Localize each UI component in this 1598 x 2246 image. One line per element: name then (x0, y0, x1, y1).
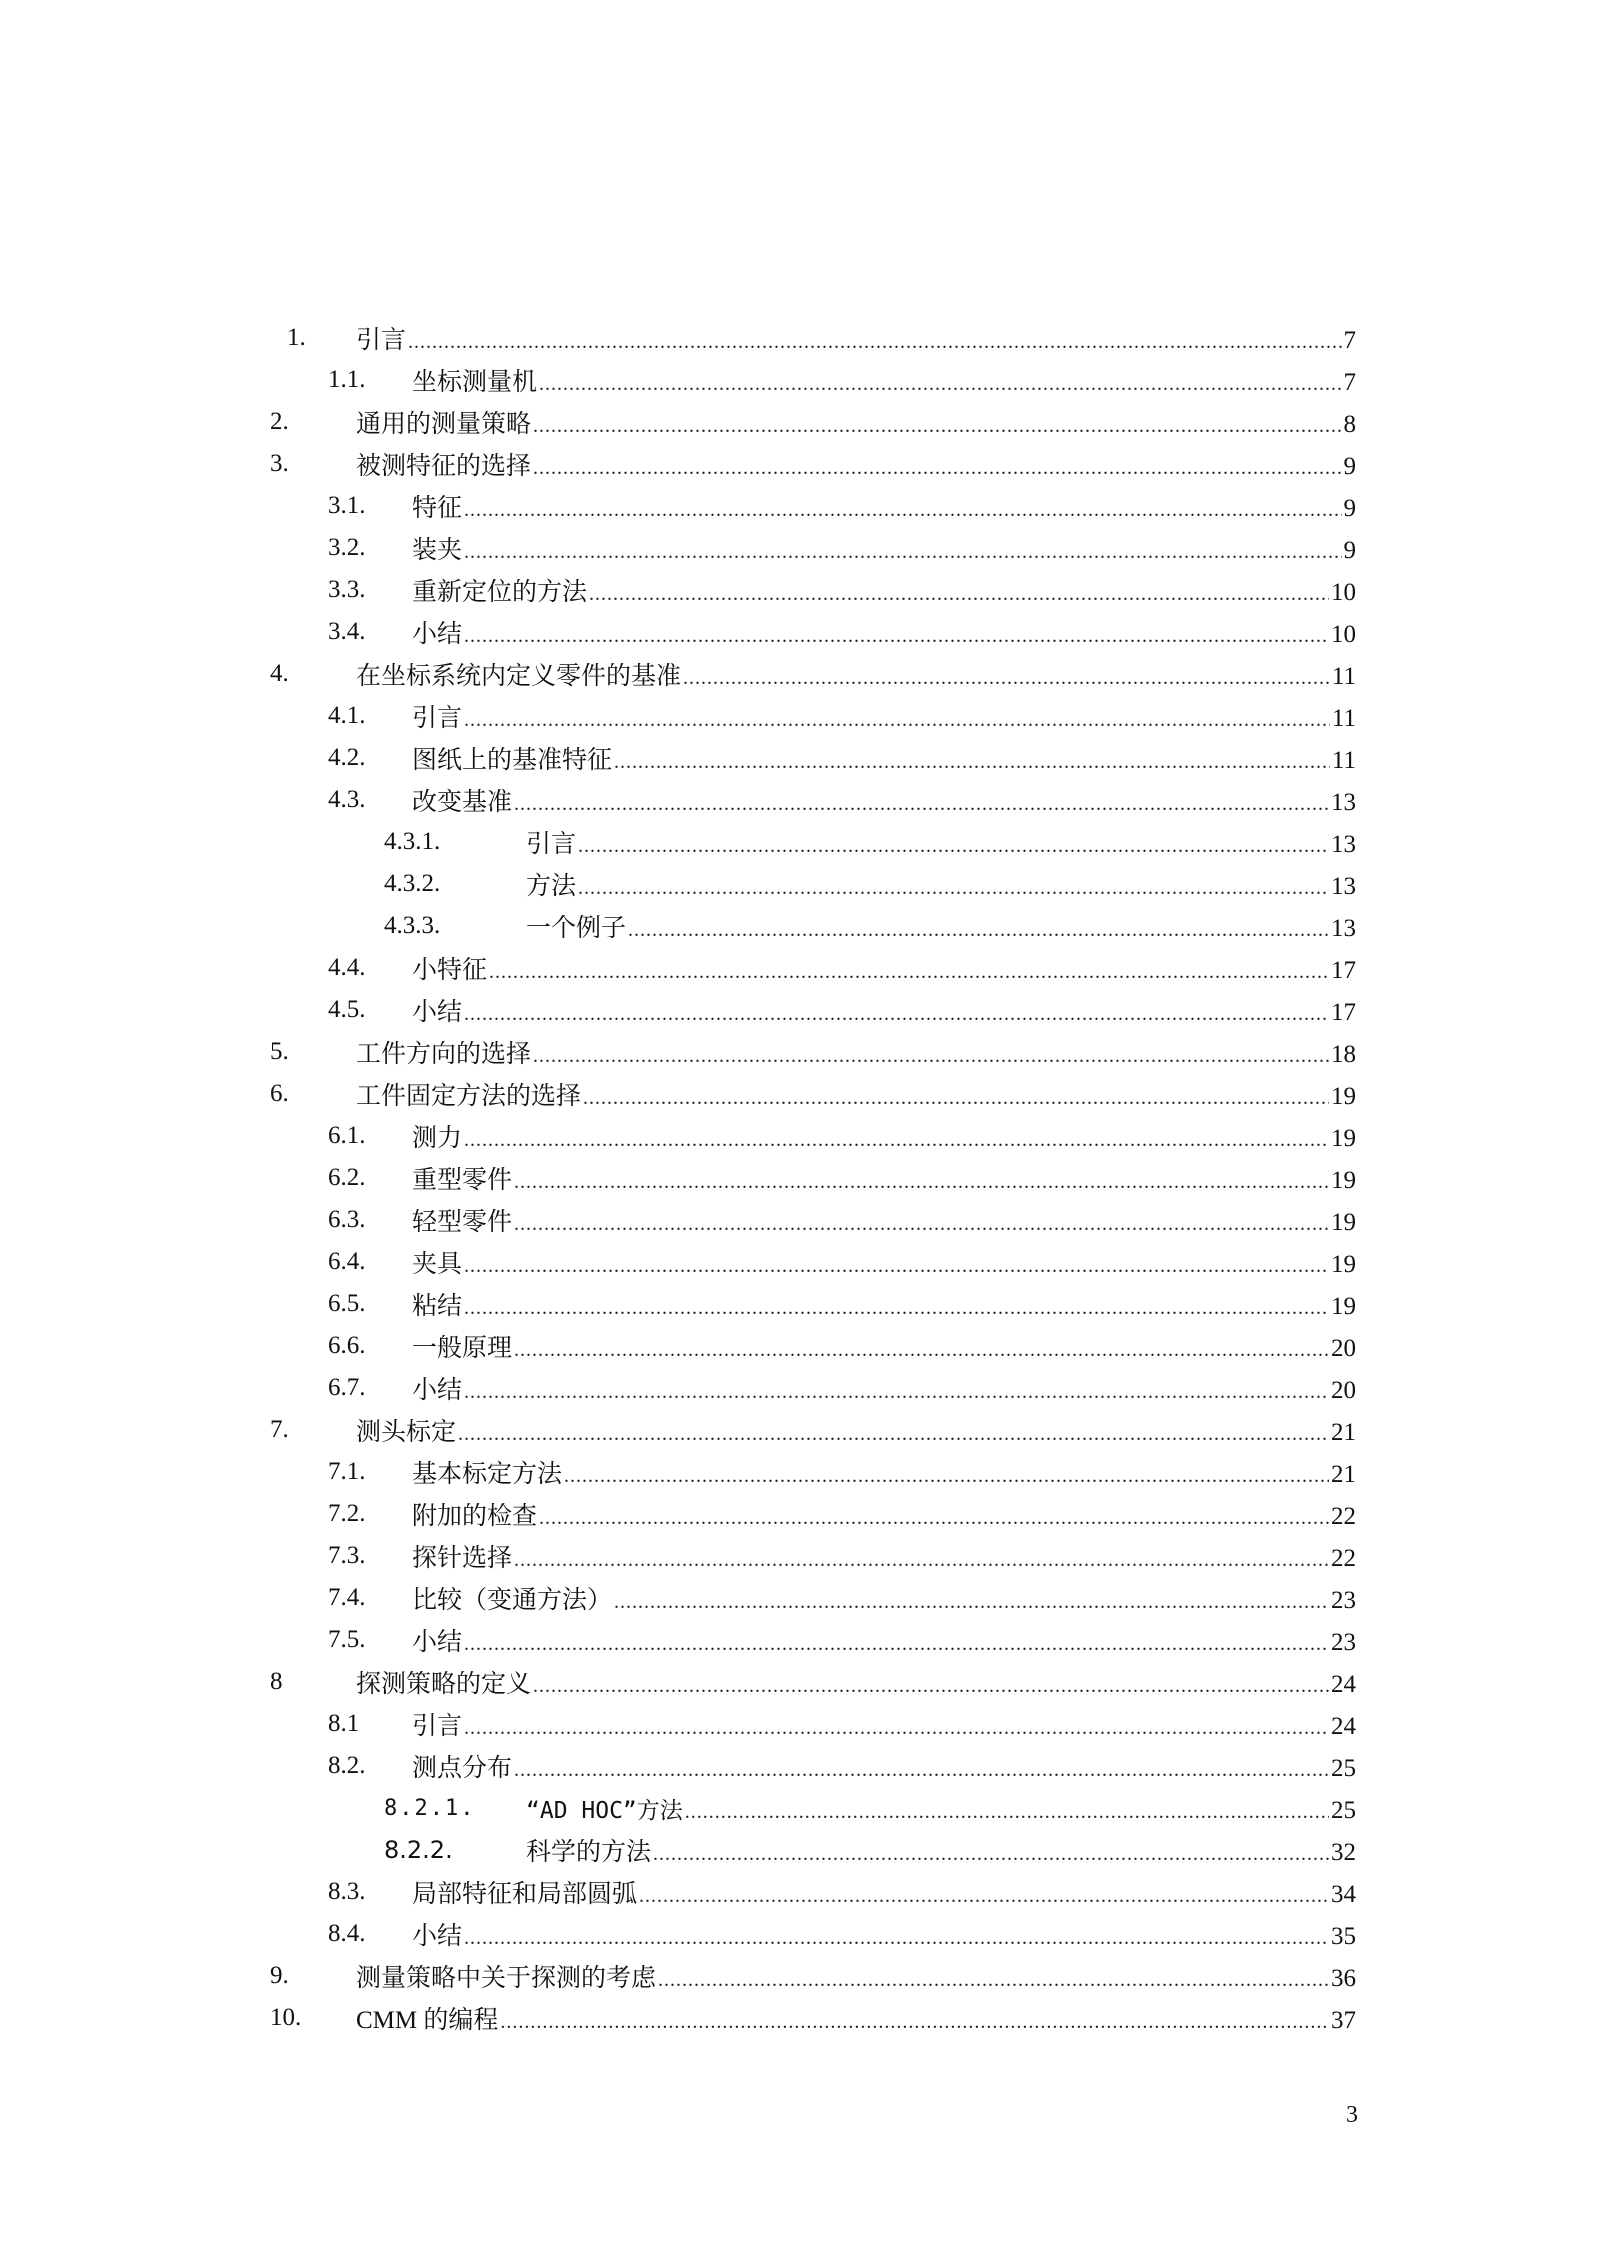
toc-entry[interactable] (0, 569, 1598, 611)
toc-entry-number: 3. (270, 450, 289, 477)
toc-entry-page: 34 (1331, 1881, 1356, 1908)
dot-leader (514, 1213, 1329, 1236)
toc-entry-page: 23 (1331, 1587, 1356, 1614)
toc-entry-number: 4.3.1. (384, 828, 441, 855)
toc-entry-page: 17 (1331, 957, 1356, 984)
dot-leader (464, 1927, 1329, 1950)
toc-entry-title: 小结 (412, 1375, 463, 1404)
toc-entry-line (356, 446, 1356, 482)
toc-entry-line (412, 1580, 1356, 1616)
toc-entry-page: 19 (1331, 1083, 1356, 1110)
toc-entry-number: 2. (270, 408, 289, 435)
dot-leader (489, 961, 1329, 984)
toc-entry-page: 7 (1343, 327, 1356, 354)
toc-entry-line (356, 1958, 1356, 1994)
toc-entry-number: 1. (287, 324, 306, 351)
toc-entry-number: 6. (270, 1080, 289, 1107)
dot-leader (464, 1717, 1329, 1740)
toc-entry-number: 7.3. (328, 1542, 366, 1569)
toc-entry[interactable] (0, 905, 1598, 947)
toc-entry-title: 被测特征的选择 (356, 451, 532, 480)
toc-entry-number: 7.2. (328, 1500, 366, 1527)
toc-entry-page: 35 (1331, 1923, 1356, 1950)
toc-entry-title: 探测策略的定义 (356, 1669, 532, 1698)
toc-entry-title: 小结 (412, 1921, 463, 1950)
dot-leader (658, 1969, 1329, 1992)
toc-entry-number: 6.6. (328, 1332, 366, 1359)
toc-entry-number: 6.7. (328, 1374, 366, 1401)
toc-entry-title: 图纸上的基准特征 (412, 745, 613, 774)
toc-entry-page: 18 (1331, 1041, 1356, 1068)
toc-entry-title: 测点分布 (412, 1753, 513, 1782)
toc-entry-page: 11 (1331, 663, 1356, 690)
dot-leader (464, 1003, 1329, 1026)
dot-leader (583, 1087, 1329, 1110)
dot-leader (500, 2011, 1329, 2034)
toc-entry-title: 一个例子 (526, 913, 627, 942)
toc-entry[interactable] (0, 737, 1598, 779)
toc-entry-line (412, 530, 1356, 566)
toc-entry[interactable] (0, 443, 1598, 485)
toc-entry-page: 20 (1331, 1377, 1356, 1404)
toc-entry-number: 4.3.2. (384, 870, 441, 897)
toc-entry-line (412, 1706, 1356, 1742)
toc-entry[interactable] (0, 485, 1598, 527)
toc-entry-title: 小结 (412, 619, 463, 648)
toc-entry-page: 21 (1331, 1461, 1356, 1488)
toc-entry-line (356, 1034, 1356, 1070)
toc-entry-line (412, 1244, 1356, 1280)
dot-leader (653, 1843, 1329, 1866)
toc-entry-page: 23 (1331, 1629, 1356, 1656)
toc-entry-number: 9. (270, 1962, 289, 1989)
toc-entry-title: 测力 (412, 1123, 463, 1152)
toc-entry-number: 3.1. (328, 492, 366, 519)
toc-entry-line (356, 404, 1356, 440)
toc-entry-line (412, 572, 1356, 608)
toc-entry[interactable] (0, 1661, 1598, 1703)
dot-leader (464, 1297, 1329, 1320)
toc-entry-page: 9 (1343, 495, 1356, 522)
toc-entry-number: 3.2. (328, 534, 366, 561)
toc-entry-page: 19 (1331, 1209, 1356, 1236)
toc-entry-line (412, 1286, 1356, 1322)
toc-entry-title: 局部特征和局部圆弧 (412, 1879, 638, 1908)
toc-entry[interactable] (0, 1157, 1598, 1199)
toc-entry-page: 7 (1343, 369, 1356, 396)
toc-entry-number: 6.4. (328, 1248, 366, 1275)
toc-entry-page: 11 (1331, 747, 1356, 774)
toc-entry-line (356, 320, 1356, 356)
toc-entry-number: 3.3. (328, 576, 366, 603)
dot-leader (464, 1633, 1329, 1656)
toc-entry-page: 36 (1331, 1965, 1356, 1992)
toc-entry-page: 10 (1331, 579, 1356, 606)
dot-leader (589, 583, 1329, 606)
toc-entry[interactable] (0, 1577, 1598, 1619)
toc-entry-line (412, 1202, 1356, 1238)
toc-entry[interactable] (0, 821, 1598, 863)
toc-entry-page: 37 (1331, 2007, 1356, 2034)
toc-entry[interactable] (0, 653, 1598, 695)
toc-entry-line (412, 614, 1356, 650)
toc-entry-number: 4.5. (328, 996, 366, 1023)
toc-entry-number: 8.4. (328, 1920, 366, 1947)
toc-entry-title: 引言 (412, 703, 463, 732)
toc-entry-title: 探针选择 (412, 1543, 513, 1572)
toc-entry[interactable] (0, 779, 1598, 821)
dot-leader (578, 835, 1329, 858)
toc-entry-line (356, 1664, 1356, 1700)
toc-entry-line (412, 1622, 1356, 1658)
toc-entry[interactable] (0, 527, 1598, 569)
toc-entry-number: 8.2.1. (384, 1795, 476, 1821)
table-of-contents (0, 317, 1598, 2039)
toc-entry-line (412, 1328, 1356, 1364)
toc-entry-number: 8.2.2. (384, 1836, 453, 1864)
toc-entry-title: 基本标定方法 (412, 1459, 563, 1488)
toc-entry[interactable] (0, 989, 1598, 1031)
toc-entry-page: 8 (1343, 411, 1356, 438)
dot-leader (578, 877, 1329, 900)
toc-entry[interactable] (0, 695, 1598, 737)
toc-entry-number: 6.5. (328, 1290, 366, 1317)
toc-entry[interactable] (0, 317, 1598, 359)
toc-entry[interactable] (0, 1409, 1598, 1451)
toc-entry-line (412, 362, 1356, 398)
dot-leader (514, 1171, 1329, 1194)
toc-entry-line (412, 1160, 1356, 1196)
dot-leader (464, 709, 1330, 732)
toc-entry-page: 19 (1331, 1293, 1356, 1320)
dot-leader (464, 499, 1341, 522)
toc-entry-number: 4.1. (328, 702, 366, 729)
dot-leader (628, 919, 1329, 942)
toc-entry-page: 24 (1331, 1713, 1356, 1740)
toc-entry-number: 3.4. (328, 618, 366, 645)
toc-entry-title: CMM 的编程 (356, 2007, 499, 2034)
toc-entry-title: 工件方向的选择 (356, 1039, 532, 1068)
dot-leader (564, 1465, 1329, 1488)
toc-entry[interactable] (0, 863, 1598, 905)
toc-entry[interactable] (0, 1955, 1598, 1997)
dot-leader (514, 1339, 1329, 1362)
dot-leader (514, 793, 1329, 816)
toc-entry-number: 8.2. (328, 1752, 366, 1779)
toc-entry-title: 装夹 (412, 535, 463, 564)
toc-entry-line (412, 1916, 1356, 1952)
dot-leader (685, 1801, 1329, 1824)
toc-entry-number: 6.3. (328, 1206, 366, 1233)
toc-entry[interactable] (0, 1871, 1598, 1913)
dot-leader (533, 415, 1341, 438)
toc-entry-page: 13 (1331, 831, 1356, 858)
toc-entry[interactable] (0, 1619, 1598, 1661)
toc-entry-line (356, 656, 1356, 692)
dot-leader (464, 1381, 1329, 1404)
toc-entry-title: 在坐标系统内定义零件的基准 (356, 661, 682, 690)
toc-entry-page: 9 (1343, 537, 1356, 564)
toc-entry-number: 7.4. (328, 1584, 366, 1611)
toc-entry-page: 20 (1331, 1335, 1356, 1362)
toc-entry-line (526, 866, 1356, 902)
toc-entry-line (412, 1454, 1356, 1490)
toc-entry-page: 19 (1331, 1251, 1356, 1278)
toc-entry-title: 测头标定 (356, 1417, 457, 1446)
toc-entry-title: 轻型零件 (412, 1207, 513, 1236)
toc-entry-line (412, 698, 1356, 734)
toc-entry[interactable] (0, 1325, 1598, 1367)
toc-entry-title: 坐标测量机 (412, 367, 538, 396)
toc-entry[interactable] (0, 1451, 1598, 1493)
toc-entry-title: 附加的检查 (412, 1501, 538, 1530)
toc-entry-number: 4. (270, 660, 289, 687)
toc-entry[interactable] (0, 1913, 1598, 1955)
toc-entry-page: 10 (1331, 621, 1356, 648)
toc-entry-title: 重新定位的方法 (412, 577, 588, 606)
toc-entry-line (412, 1118, 1356, 1154)
toc-entry-title: 科学的方法 (526, 1837, 652, 1866)
toc-entry-title: 通用的测量策略 (356, 409, 532, 438)
toc-entry[interactable] (0, 1031, 1598, 1073)
toc-entry-number: 6.2. (328, 1164, 366, 1191)
toc-entry-title: 夹具 (412, 1249, 463, 1278)
toc-entry-number: 7.1. (328, 1458, 366, 1485)
toc-entry-page: 19 (1331, 1167, 1356, 1194)
page-number: 3 (1346, 2102, 1358, 2128)
toc-entry-page: 13 (1331, 789, 1356, 816)
toc-entry-number: 8.1 (328, 1710, 360, 1737)
dot-leader (539, 373, 1341, 396)
toc-entry[interactable] (0, 1493, 1598, 1535)
dot-leader (614, 1591, 1329, 1614)
toc-entry-title: 引言 (526, 829, 577, 858)
toc-entry[interactable] (0, 1829, 1598, 1871)
toc-entry-line (526, 1792, 1356, 1825)
toc-entry-page: 11 (1331, 705, 1356, 732)
toc-entry-title: 特征 (412, 493, 463, 522)
toc-entry-title: 小结 (412, 997, 463, 1026)
toc-entry-title: 改变基准 (412, 787, 513, 816)
dot-leader (408, 331, 1341, 354)
toc-entry-number: 5. (270, 1038, 289, 1065)
toc-entry[interactable] (0, 1787, 1598, 1829)
toc-entry-line (412, 488, 1356, 524)
toc-entry-line (412, 1874, 1356, 1910)
toc-entry-title: 引言 (356, 325, 407, 354)
dot-leader (614, 751, 1330, 774)
toc-entry[interactable] (0, 1283, 1598, 1325)
toc-entry-number: 1.1. (328, 366, 366, 393)
toc-entry-title: 粘结 (412, 1291, 463, 1320)
toc-entry-line (526, 908, 1356, 944)
toc-entry-page: 9 (1343, 453, 1356, 480)
toc-entry[interactable] (0, 1997, 1598, 2039)
toc-entry-number: 4.3. (328, 786, 366, 813)
toc-entry-title: 比较（变通方法） (412, 1585, 613, 1614)
dot-leader (533, 457, 1341, 480)
toc-entry-number: 7. (270, 1416, 289, 1443)
toc-entry[interactable] (0, 1535, 1598, 1577)
toc-entry[interactable] (0, 1241, 1598, 1283)
toc-entry-number: 6.1. (328, 1122, 366, 1149)
toc-entry-page: 13 (1331, 915, 1356, 942)
toc-entry-title: 方法 (526, 871, 577, 900)
toc-entry[interactable] (0, 611, 1598, 653)
toc-entry-page: 19 (1331, 1125, 1356, 1152)
toc-entry-line (412, 1370, 1356, 1406)
toc-entry-page: 13 (1331, 873, 1356, 900)
toc-entry-title: 测量策略中关于探测的考虑 (356, 1963, 657, 1992)
toc-entry-number: 8 (270, 1668, 283, 1695)
toc-entry-line (356, 1076, 1356, 1112)
dot-leader (514, 1549, 1329, 1572)
toc-entry-title: 重型零件 (412, 1165, 513, 1194)
toc-entry-page: 32 (1331, 1839, 1356, 1866)
toc-entry-title: 引言 (412, 1711, 463, 1740)
toc-entry-line (412, 740, 1356, 776)
toc-entry-title: 小结 (412, 1627, 463, 1656)
toc-entry-number: 4.2. (328, 744, 366, 771)
toc-entry[interactable] (0, 359, 1598, 401)
toc-entry-title: 一般原理 (412, 1333, 513, 1362)
toc-entry-page: 24 (1331, 1671, 1356, 1698)
toc-entry-number: 7.5. (328, 1626, 366, 1653)
toc-entry-page: 17 (1331, 999, 1356, 1026)
toc-entry-line (412, 782, 1356, 818)
toc-entry-page: 21 (1331, 1419, 1356, 1446)
dot-leader (464, 625, 1329, 648)
dot-leader (464, 1129, 1329, 1152)
dot-leader (458, 1423, 1329, 1446)
toc-entry[interactable] (0, 1367, 1598, 1409)
toc-entry-page: 25 (1331, 1796, 1356, 1824)
toc-entry-number: 4.4. (328, 954, 366, 981)
toc-entry-line (412, 1748, 1356, 1784)
dot-leader (464, 541, 1341, 564)
toc-entry-title: “AD HOC”方法 (526, 1797, 683, 1824)
toc-entry-line (412, 992, 1356, 1028)
toc-entry[interactable] (0, 401, 1598, 443)
toc-entry[interactable] (0, 1745, 1598, 1787)
dot-leader (533, 1045, 1329, 1068)
toc-entry-title: 小特征 (412, 955, 488, 984)
toc-entry-line (412, 1496, 1356, 1532)
toc-entry-line (526, 1832, 1356, 1868)
dot-leader (539, 1507, 1329, 1530)
toc-entry-line (526, 824, 1356, 860)
toc-entry[interactable] (0, 1073, 1598, 1115)
toc-entry-line (356, 2000, 1356, 2036)
dot-leader (514, 1759, 1329, 1782)
toc-entry-line (356, 1412, 1356, 1448)
dot-leader (464, 1255, 1329, 1278)
toc-entry[interactable] (0, 1199, 1598, 1241)
toc-entry-number: 10. (270, 2004, 302, 2031)
toc-entry-line (412, 950, 1356, 986)
toc-entry-title: 工件固定方法的选择 (356, 1081, 582, 1110)
toc-entry[interactable] (0, 1115, 1598, 1157)
toc-entry[interactable] (0, 1703, 1598, 1745)
dot-leader (683, 667, 1330, 690)
toc-entry-number: 8.3. (328, 1878, 366, 1905)
toc-entry-page: 22 (1331, 1545, 1356, 1572)
toc-entry-line (412, 1538, 1356, 1574)
toc-entry-page: 22 (1331, 1503, 1356, 1530)
dot-leader (533, 1675, 1329, 1698)
toc-entry[interactable] (0, 947, 1598, 989)
toc-entry-number: 4.3.3. (384, 912, 441, 939)
dot-leader (639, 1885, 1329, 1908)
toc-entry-page: 25 (1331, 1755, 1356, 1782)
